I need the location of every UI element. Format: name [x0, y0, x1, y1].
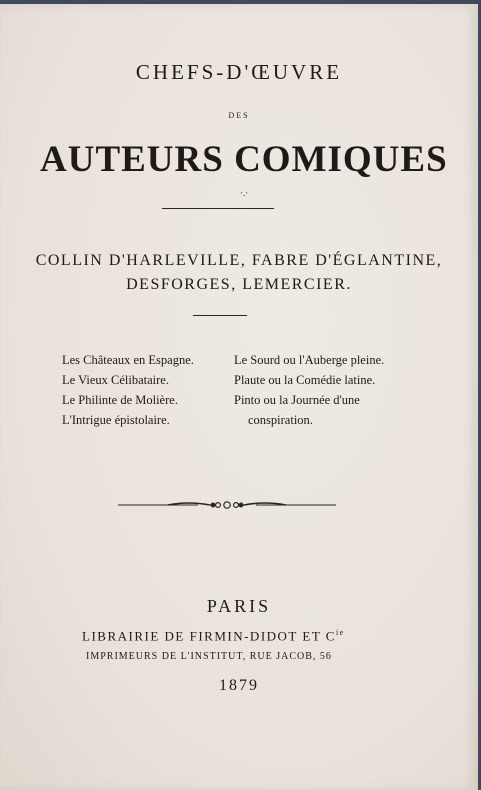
play-title: Le Sourd ou l'Auberge pleine. — [234, 353, 385, 367]
book-title-page — [0, 4, 478, 790]
authors-line-2: DESFORGES, LEMERCIER. — [126, 276, 352, 293]
publisher-name: LIBRAIRIE DE FIRMIN-DIDOT ET C — [82, 628, 336, 644]
play-title: Les Châteaux en Espagne. — [62, 353, 194, 367]
dot-ornament: ·.· — [240, 188, 249, 198]
decorative-flourish-ornament — [118, 497, 336, 513]
title-divider — [162, 208, 274, 209]
authors-block — [0, 249, 478, 297]
preposition-des: DES — [228, 111, 250, 120]
authors-divider — [193, 315, 247, 316]
main-title: AUTEURS COMIQUES — [40, 139, 448, 180]
play-title: L'Intrigue épistolaire. — [62, 413, 170, 427]
publisher-suffix: ie — [335, 628, 345, 637]
publication-year: 1879 — [219, 677, 259, 694]
publication-city: PARIS — [206, 596, 272, 616]
authors-line-1: COLLIN D'HARLEVILLE, FABRE D'ÉGLANTINE, — [35, 252, 443, 269]
series-title: CHEFS-D'ŒUVRE — [135, 60, 343, 84]
plays-list-left — [62, 350, 194, 430]
publisher-line — [82, 628, 345, 644]
plays-list-right — [234, 350, 384, 430]
play-title: conspiration. — [248, 413, 313, 427]
play-title: Pinto ou la Journée d'une — [234, 393, 360, 407]
play-title: Plaute ou la Comédie latine. — [234, 373, 376, 387]
printer-address: IMPRIMEURS DE L'INSTITUT, RUE JACOB, 56 — [86, 651, 332, 662]
play-title: Le Vieux Célibataire. — [62, 373, 169, 387]
play-title: Le Philinte de Molière. — [62, 393, 178, 407]
